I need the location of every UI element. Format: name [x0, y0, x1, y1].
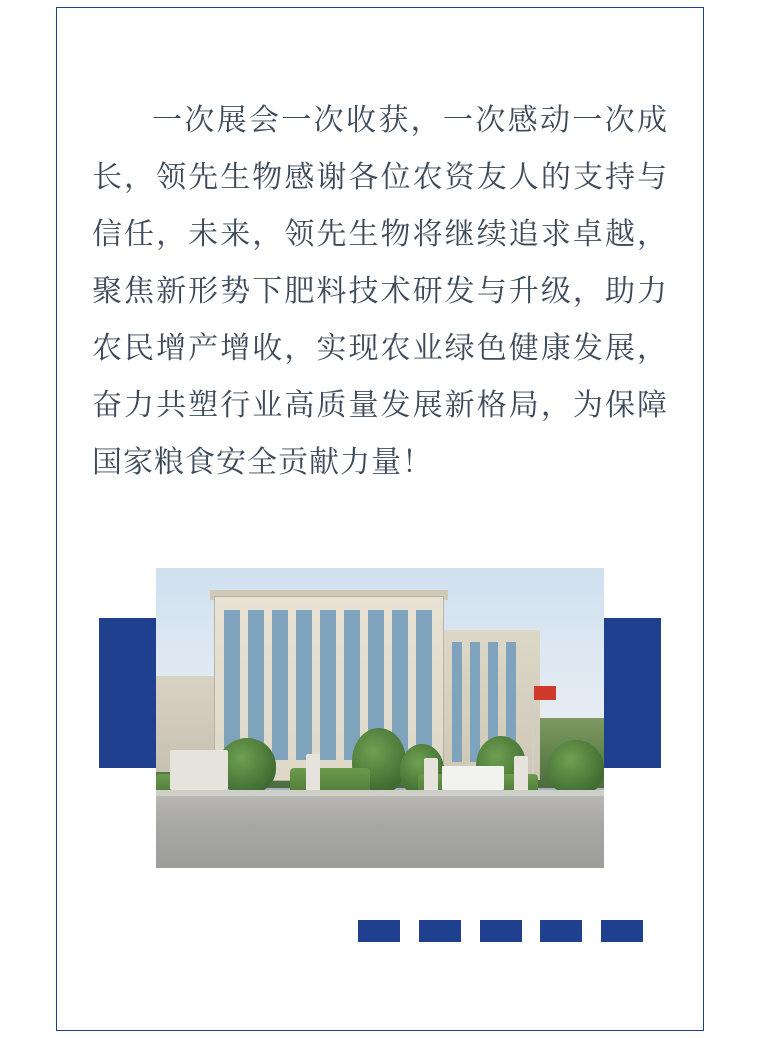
decorative-dot-row	[358, 920, 643, 942]
photo-flag	[534, 686, 556, 700]
decorative-dot	[601, 920, 643, 942]
photo-pillar	[424, 758, 438, 794]
photo-window	[416, 610, 432, 760]
photo-pillar	[514, 756, 528, 794]
photo-tree	[548, 740, 604, 796]
photo-window	[452, 642, 462, 762]
photo-pillar	[306, 754, 320, 794]
photo-window	[344, 610, 360, 760]
decorative-dot	[419, 920, 461, 942]
photo-canvas	[156, 568, 604, 868]
photo-window	[272, 610, 288, 760]
office-building-photo	[156, 568, 604, 868]
photo-window	[470, 642, 480, 762]
photo-gate-wall	[170, 750, 228, 790]
photo-road	[156, 796, 604, 868]
photo-window	[320, 610, 336, 760]
photo-sign-board	[442, 766, 504, 790]
article-paragraph: 一次展会一次收获，一次感动一次成长，领先生物感谢各位农资友人的支持与信任，未来，领先生物将继续追求卓越，聚焦新形势下肥料技术研发与升级，助力农民增产增收，实现农业绿色健康发展，奋力共塑行业高质量发展新格局，为保障国家粮食安全贡献力量！	[92, 104, 668, 479]
photo-window	[296, 610, 312, 760]
decorative-dot	[358, 920, 400, 942]
decorative-dot	[540, 920, 582, 942]
decorative-dot	[480, 920, 522, 942]
photo-window	[224, 610, 240, 760]
photo-flag-pole	[532, 686, 534, 782]
